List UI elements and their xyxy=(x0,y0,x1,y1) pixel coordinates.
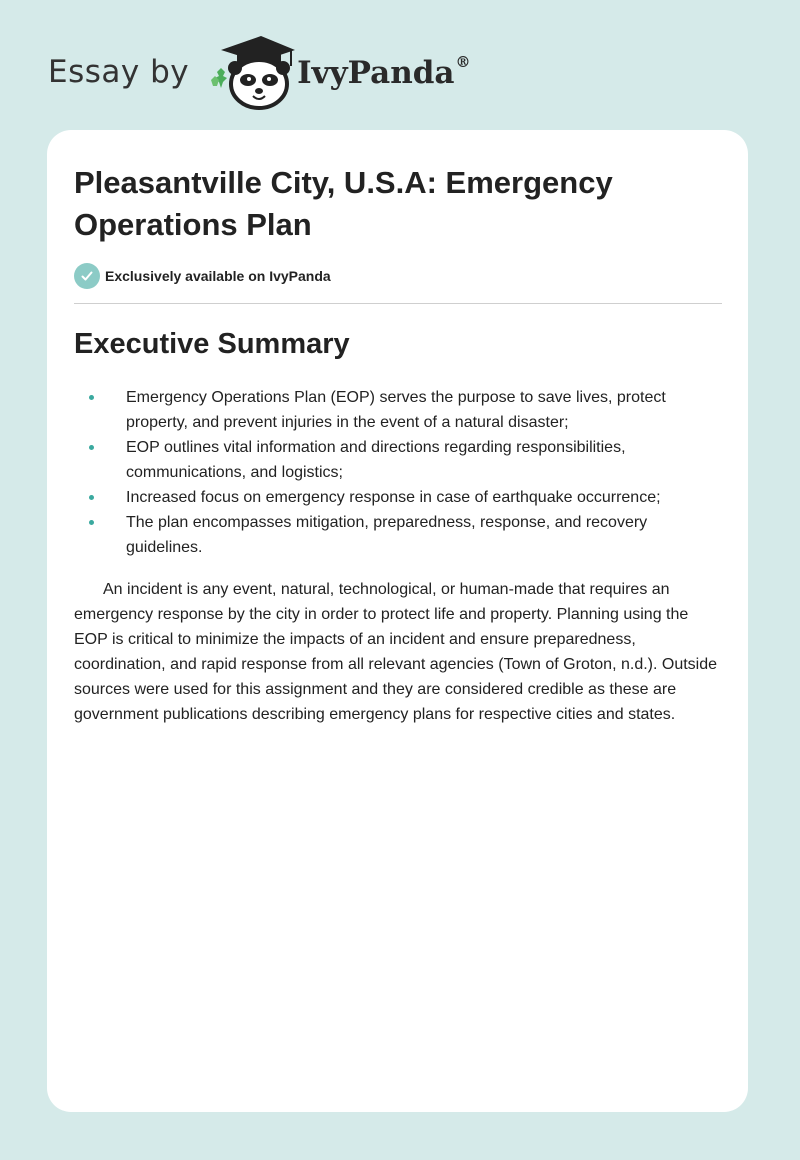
registered-mark: ® xyxy=(455,53,471,71)
brand-name-text: IvyPanda xyxy=(297,55,455,91)
list-item xyxy=(74,510,714,560)
essay-by-label: Essay by xyxy=(48,54,190,90)
list-item-text: Increased focus on emergency response in case of earthquake occurrence; xyxy=(126,489,661,506)
bullet-icon xyxy=(89,495,94,500)
list-item xyxy=(74,485,714,510)
panda-graduate-icon[interactable] xyxy=(203,32,295,112)
divider xyxy=(74,303,722,304)
section-heading: Executive Summary xyxy=(74,328,350,360)
document-title: Pleasantville City, U.S.A: Emergency Operations Plan xyxy=(74,165,613,242)
list-item-text: The plan encompasses mitigation, preparedness, response, and recovery guidelines. xyxy=(126,514,648,556)
brand-name[interactable] xyxy=(297,53,470,91)
summary-bullet-list xyxy=(74,385,714,560)
check-icon xyxy=(74,263,100,289)
list-item xyxy=(74,385,714,435)
list-item xyxy=(74,435,714,485)
document-card xyxy=(47,130,748,1112)
body-paragraph: An incident is any event, natural, technological, or human-made that requires an emergency response by the city in order to protect life and property. Planning using the EOP is critical to minimize the impacts of an incident and ensure preparedness, coordination, and rapid response from all relevant agencies (Town of Groton, n.d.). Outside sources were used for this assignment and they are considered credible as these are government publications describing emergency plans for respective cities and states. xyxy=(74,581,718,723)
site-header xyxy=(48,32,471,112)
list-item-text: Emergency Operations Plan (EOP) serves the purpose to save lives, protect property, and prevent injuries in the event of a natural disaster; xyxy=(126,389,666,431)
exclusive-badge-text: Exclusively available on IvyPanda xyxy=(105,268,331,284)
list-item-text: EOP outlines vital information and directions regarding responsibilities, communications, and logistics; xyxy=(126,439,626,481)
bullet-icon xyxy=(89,445,94,450)
exclusive-badge xyxy=(74,263,331,289)
bullet-icon xyxy=(89,395,94,400)
bullet-icon xyxy=(89,520,94,525)
